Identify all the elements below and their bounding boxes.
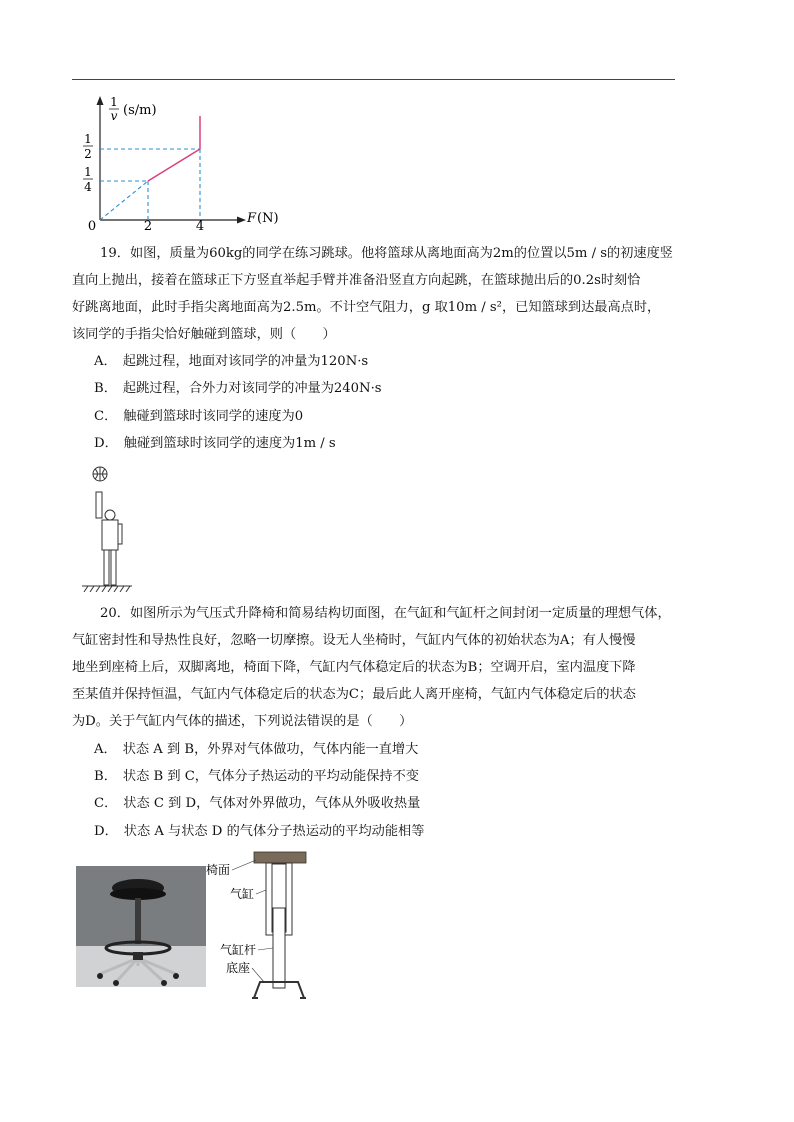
- x-tick-2: 2: [143, 219, 153, 232]
- y-tick-half-num: 1: [84, 132, 92, 146]
- ground: [82, 586, 132, 592]
- person-figure: [96, 492, 122, 585]
- q19-line-1: 19．如图，质量为60kg的同学在练习跳球。他将篮球从离地面高为2m的位置以5m / s的初速度竖: [100, 246, 673, 261]
- q20-line-3: 地坐到座椅上后，双脚离地，椅面下降，气缸内气体稳定后的状态为B；空调开启，室内温度下降: [72, 660, 636, 675]
- y-axis-arrow: [97, 96, 104, 105]
- graph-line-segment: [148, 149, 200, 181]
- q19-option-a[interactable]: [94, 352, 368, 372]
- q20-option-b[interactable]: [94, 767, 419, 787]
- q20-option-c[interactable]: [94, 794, 420, 814]
- q19-option-b[interactable]: [94, 379, 382, 399]
- q19-option-c-text: 触碰到篮球时该同学的速度为0: [123, 409, 304, 424]
- q20-option-a-text: 状态 A 到 B，外界对气体做功，气体内能一直增大: [122, 742, 419, 757]
- q20-line-1: 20．如图所示为气压式升降椅和简易结构切面图，在气缸和气缸杆之间封闭一定质量的理想气体，: [100, 606, 671, 621]
- piston-rod: [273, 908, 285, 988]
- x-label-unit: (N): [257, 211, 279, 226]
- q20-option-d-key: D．: [94, 824, 118, 839]
- q19-option-c-key: C．: [94, 409, 118, 424]
- label-cylinder: 气缸: [230, 887, 255, 901]
- dashed-guides: [100, 149, 200, 220]
- dash-origin-diagonal: [100, 181, 148, 220]
- y-tick-quarter-num: 1: [84, 165, 92, 179]
- x-label: F: [247, 211, 257, 226]
- question-20-stem: [72, 600, 682, 735]
- y-label-unit: (s/m): [123, 103, 157, 118]
- q20-option-c-key: C．: [94, 796, 118, 811]
- q20-option-b-text: 状态 B 到 C，气体分子热运动的平均动能保持不变: [122, 769, 419, 784]
- label-seat: 椅面: [206, 863, 231, 877]
- q20-option-d[interactable]: [94, 822, 424, 842]
- q19-option-b-key: B．: [94, 381, 117, 396]
- question-19-stem: [72, 240, 682, 348]
- q19-option-d-text: 触碰到篮球时该同学的速度为1m / s: [123, 436, 336, 451]
- header-rule: [72, 79, 675, 80]
- y-label-den: v: [110, 109, 118, 123]
- label-rod: 气缸杆: [220, 943, 257, 957]
- x-axis-arrow: [237, 217, 246, 224]
- label-base: 底座: [226, 961, 251, 975]
- q20-option-d-text: 状态 A 与状态 D 的气体分子热运动的平均动能相等: [123, 824, 425, 839]
- q19-option-a-key: A．: [94, 354, 117, 369]
- y-tick-half-den: 2: [84, 147, 92, 161]
- y-tick-quarter-den: 4: [84, 180, 92, 194]
- q20-line-2: 气缸密封性和导热性良好，忽略一切摩擦。设无人坐椅时，气缸内气体的初始状态为A；有人慢慢: [72, 633, 636, 648]
- q20-line-5: 为D。关于气缸内气体的描述，下列说法错误的是（ ）: [72, 714, 413, 729]
- q19-option-d-key: D．: [94, 436, 118, 451]
- chair-photo: [76, 866, 206, 987]
- q19-line-3: 好跳离地面，此时手指尖离地面高为2.5m。不计空气阻力，g 取10m / s²，已知篮球到达最高点时，: [72, 300, 661, 315]
- q20-option-b-key: B．: [94, 769, 117, 784]
- y-label-num: 1: [110, 95, 118, 109]
- q20-option-c-text: 状态 C 到 D，气体对外界做功，气体从外吸收热量: [123, 796, 421, 811]
- q19-line-2: 直向上抛出，接着在篮球正下方竖直举起手臂并准备沿竖直方向起跳，在篮球抛出后的0.2s时刻恰: [72, 273, 641, 288]
- q19-option-c[interactable]: [94, 407, 303, 427]
- q19-line-4: 该同学的手指尖恰好触碰到篮球，则（ ）: [72, 327, 336, 342]
- chair-structure-diagram: [204, 850, 324, 1002]
- origin-label: 0: [87, 219, 97, 232]
- q19-option-b-text: 起跳过程，合外力对该同学的冲量为240N·s: [122, 381, 382, 396]
- q19-option-a-text: 起跳过程，地面对该同学的冲量为120N·s: [122, 354, 369, 369]
- q19-option-d[interactable]: [94, 434, 336, 454]
- x-tick-4: 4: [195, 219, 205, 232]
- q20-option-a-key: A．: [94, 742, 117, 757]
- basketball-icon: [93, 467, 107, 481]
- q20-option-a[interactable]: [94, 740, 418, 760]
- velocity-force-graph: [78, 94, 288, 232]
- q20-line-4: 至某值并保持恒温，气缸内气体稳定后的状态为C；最后此人离开座椅，气缸内气体稳定后的状态: [72, 687, 636, 702]
- seat-plate: [254, 852, 306, 863]
- basketball-figure: [78, 462, 138, 592]
